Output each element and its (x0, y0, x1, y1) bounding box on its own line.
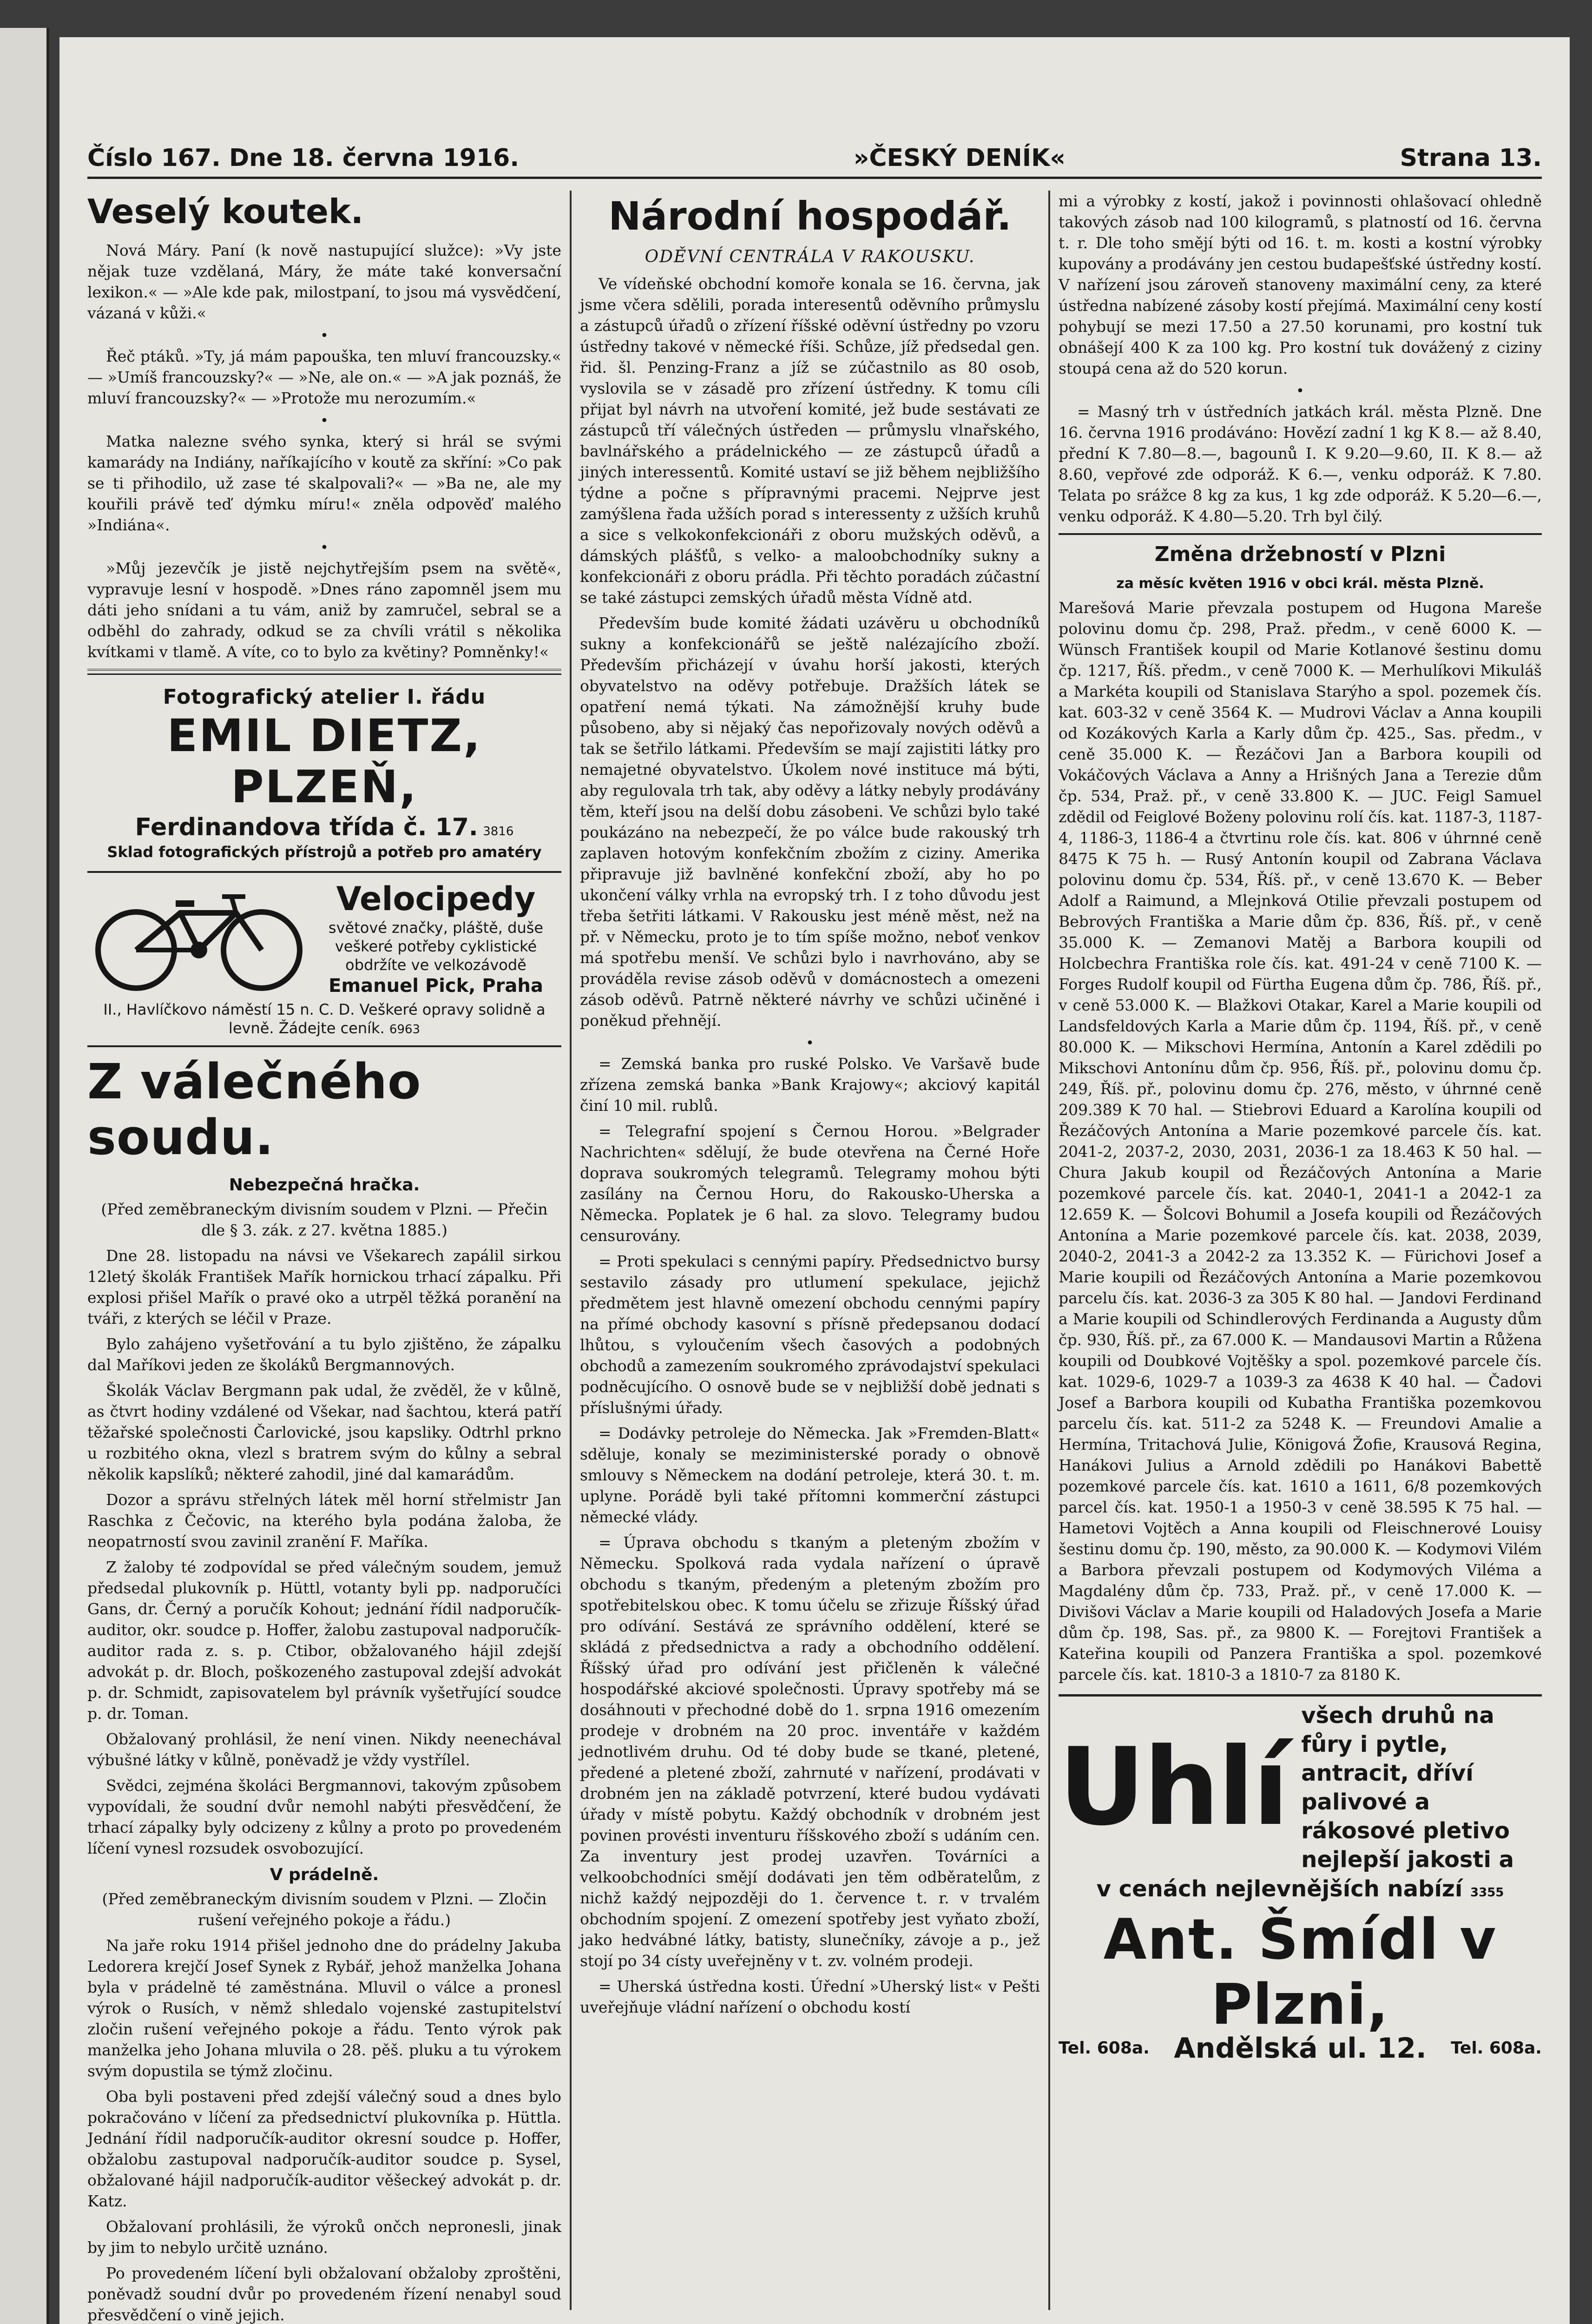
ad-velo-text: světové značky, pláště, duše veškeré potřeby cyklistické obdržíte ve velkozávodě (328, 919, 544, 974)
ad-coal-street: Andělská ul. 12. (1174, 2032, 1427, 2065)
article-paragraph: Obžalovaní prohlásili, že výroků ončch nepronesli, jinak by jim to nebylo určitě uznáno. (87, 2218, 561, 2257)
section-title-zmena: Změna držebností v Plzni (1154, 542, 1446, 566)
case-title: V prádelně. (270, 1865, 379, 1884)
news-item: = Proti spekulaci s cennými papíry. Předsednictvo bursy sestavilo zásady pro utlumení spekulace, jejichž předmětem jest hlavně omezení obchodu cennými papíry na přímé obchody kasovní s přísně předepsanou dodací lhůtou, s vyloučením všech časových a podobných obchodů a zamezením soukromého zprávodajství spekulaci podněcujícího. O osnově bude se v nejbližší době jednati s příslušnými úřady. (580, 1252, 1040, 1417)
section-title-soud: Z válečného soudu. (87, 1053, 421, 1166)
separator-dot: • (320, 328, 329, 344)
adjacent-page-edge (0, 28, 49, 2324)
article-paragraph: »Můj jezevčík je jistě nejchytřejším psem na světě«, vypravuje lesní v hospodě. »Dnes ráno zapomněl jsem mu dáti jeho snídani a tu vám, aniž by zamručel, sebral se a odběhl do zahrady, odkud se za chvíli vrátil s několika kvítkami v tlamě. A víte, co to bylo za květiny? Pomněnky!« (87, 559, 561, 661)
newspaper-name: »ČESKÝ DENÍK« (853, 144, 1066, 172)
ad-coal-headline: Uhlí (1059, 1725, 1288, 1849)
column-2 (580, 191, 1040, 2310)
column-divider (1048, 191, 1050, 2310)
ad-velo-company: Emanuel Pick, Praha (329, 975, 543, 997)
section-title-narodni-hospodar: Národní hospodář. (608, 193, 1012, 239)
ad-coal-phone: Tel. 608a. (1059, 2039, 1150, 2058)
ad-coal-phone: Tel. 608a. (1451, 2039, 1542, 2058)
ad-coal-mid: v cenách nejlevnějších nabízí (1096, 1876, 1463, 1902)
article-paragraph: Školák Václav Bergmann pak udal, že zvěděl, že v kůlně, as čtvrt hodiny vzdálené od Všekar, nad šachtou, která patří těžařské společnosti Čarlovické, jsou kapsliky. Odtrhl prkno u rozbitého okna, vlezl s bratrem svým do kůlny a sebral několik kapslíků; některé zahodil, jiné dal kamarádům. (87, 1381, 561, 1483)
article-paragraph: Po provedeném líčení byli obžalovaní obžaloby zproštěni, poněvadž soudní dvůr po provedeném řízení nenabyl soud přesvědčení o vině jejich. (87, 2264, 561, 2324)
article-paragraph: Obžalovaný prohlásil, že není vinen. Nikdy neenechával výbušné látky v kůlně, poněvadž je vždy vystřílel. (87, 1730, 561, 1769)
section-divider (87, 1045, 561, 1047)
column-1 (87, 191, 561, 2324)
article-paragraph: Z žaloby té zodpovídal se před válečným soudem, jemuž předsedal plukovník p. Hüttl, votanty byli pp. nadporučíci Gans, dr. Černý a poručík Kohout; jednání řídil nadporučík-auditor, okr. soudce p. Hoffer, žalobu zastupoval nadporučík-auditor rada z. s. p. Ctibor, obžalovaného hájil zdejší advokát p. dr. Bloch, poškozeného zastupoval zdejší advokát p. dr. Schmidt, zapisovatelem byl právník vyšetřující soudce p. dr. Toman. (87, 1558, 561, 1723)
separator-dot: • (320, 540, 329, 556)
separator-dot: • (320, 413, 329, 429)
article-paragraph: Řeč ptáků. »Ty, já mám papouška, ten mluví francouzsky.« — »Umíš francouzsky?« — »Ne, ale on.« — »A jak poznáš, že mluví francouzsky?« — »Protože mu nerozumím.« (87, 347, 561, 407)
ad-dietz-code: 3816 (483, 825, 514, 838)
news-item: = Masný trh v ústředních jatkách král. města Plzně. Dne 16. června 1916 prodáváno: Hovězí zadní 1 kg K 8.— až 8.40, přední K 7.80—8.—, bagounů I. K 9.20—9.60, II. K 8.— až 8.60, vepřové zde odporáž. K 6.—, venku odporáž. K 7.80. Telata po srážce 8 kg za kus, 1 kg zde odporáž. K 5.20—6.—, venku odporáž. K 4.80—5.20. Trh byl čilý. (1059, 403, 1542, 525)
article-paragraph: Především bude komité žádati uzávěru u obchodníků sukny a konfekcionářů se ještě nalézajícího zboží. Především přicházejí v úvahu horší jakosti, kterých obyvatelstvo na oděvy potřebuje. Dražších látek se opatření nemá týkati. Na zámožnější kruhy bude působeno, aby si nějaký čas nepořizovaly nových oděvů a tak se šetřilo látkami. Především se mají zajistiti látky pro nemajetné obyvatelstvo. Úkolem nové instituce má býti, aby regulovala trh tak, aby oděvy a látky nebyly prodávány těm, kteří jsou na delší dobu zásobeni. Ve schůzi bylo také poukázáno na nebezpečí, že po válce bude rakouský trh zaplaven hotovým konfekčním zbožím z ciziny. Amerika připravuje již bavlněné konfekční zboží, aby ho po ukončení války vrhla na evropský trh. I z toho důvodu jest třeba šetřiti látkami. V Rakousku jest méně měst, než na př. v Německu, proto je to tím spíše možno, neboť venkov má spotřebu menší. Ve schůzi bylo i navrhováno, aby se prováděla revise zásob oděvů v domácnostech a omezeni zásob oděvů. Patrně některé návrhy ve schůzi učiněné i poněkud přehnějí. (580, 614, 1040, 1030)
column-divider (570, 191, 572, 2310)
page-header (87, 130, 1542, 179)
ad-divider (87, 871, 561, 873)
article-paragraph: Na jaře roku 1914 přišel jednoho dne do prádelny Jakuba Ledorera krejčí Josef Synek z Rybář, jehož manželka Johana byla v prádelně té zaměstnána. Mluvil o válce a pronesl výrok o Rusích, v němž shledalo vojenské zastupitelství zločin rušení veřejného pokoje a řádu. Tento výrok pak manželka jeho Johana mluvila o 28. pěš. pluku a tu výrokem svým dopustila se týmž zločinu. (87, 1936, 561, 2080)
case-subtitle: (Před zeměbraneckým divisním soudem v Plzni. — Přečin dle § 3. zák. z 27. května 1885.) (101, 1200, 548, 1239)
separator-dot: • (806, 1035, 814, 1051)
ad-dietz-street: Ferdinandova třída č. 17. (135, 813, 478, 841)
news-item: = Zemská banka pro ruské Polsko. Ve Varšavě bude zřízena zemská banka »Bank Krajowy«; akciový kapitál činí 10 mil. rublů. (580, 1055, 1040, 1115)
ad-coal-owner: Ant. Šmídl v Plzni, (1103, 1908, 1497, 2037)
article-paragraph: Nová Máry. Paní (k nově nastupující služce): »Vy jste nějak tuze vzdělaná, Máry, že máte také konversační lexikon.« — »Ale kde pak, milostpaní, to jsou má vysvědčení, vázaná v kůži.« (87, 241, 561, 322)
advertisement-uhli (1059, 1694, 1542, 2065)
news-item: = Dodávky petroleje do Německa. Jak »Fremden-Blatt« sděluje, konaly se meziministerské porady o obnově smlouvy s Německem na dodání petroleje, která 30. t. m. uplyne. Porádě byli také přítomni kommerční zástupci německé vlády. (580, 1424, 1040, 1526)
column-3 (1059, 191, 1542, 2310)
section-divider (1059, 533, 1542, 535)
case-subtitle: (Před zeměbraneckým divisním soudem v Plzni. — Zločin rušení veřejného pokoje a řádu.) (102, 1890, 547, 1929)
ad-coal-text: všech druhů na fůry i pytle, antracit, dříví palivové a rákosové pletivo nejlepší jakosti a (1301, 1703, 1514, 1873)
article-heading: ODĚVNÍ CENTRÁLA V RAKOUSKU. (645, 247, 975, 266)
article-paragraph: Oba byli postaveni před zdejší válečný soud a dnes bylo pokračováno v líčení za předsednictví plukovníka p. Hüttla. Jednání řídil nadporučík-auditor okresní soudce p. Hoffer, obžalobu zastupoval nadporučík-auditor soudce p. Sysel, obžalované hájil nadporučík-auditor věšeckeý advokát p. dr. Katz. (87, 2087, 561, 2210)
bicycle-icon (87, 885, 310, 992)
section-subtitle-zmena: za měsíc květen 1916 v obci král. města Plzně. (1116, 575, 1484, 592)
property-transfers: Marešová Marie převzala postupem od Hugona Mareše polovinu domu čp. 298, Praž. předm., v ceně 6000 K. — Wünsch František koupil od Marie Kotlanové šestinu domu čp. 1217, Říš. předm., v ceně 7000 K. — Merhulíkovi Mikuláš a Markéta koupili od Stanislava Starýho a spol. pozemek čís. kat. 603-32 v ceně 3564 K. — Mudrovi Václav a Anna koupili od Kozákových Karla a Karly dům čp. 425., Sas. předm., v ceně 35.000 K. — Řezáčovi Jan a Barbora koupili od Vokáčových Václava a Anny a Hrišných Jana a Terezie dům čp. 534, Praž. př., v ceně 33.800 K. — JUC. Feigl Samuel zdědil od Feiglové Boženy polovinu rolí čís. kat. 1187-3, 1187-4, 1186-3, 1186-4 a čtvrtinu role čís. kat. 806 v úhrnné ceně 8475 K 75 h. — Rusý Antonín koupil od Zabrana Václava polovinu domu čp. 534, Říš. př., v ceně 13.670 K. — Beber Adolf a Raimund, a Mlejnková Otilie převzali postupem od Bebrových Františka a Marie dům čp. 836, Říš. př., v ceně 35.000 K. — Zemanovi Matěj a Barbora koupili od Holcbechra Františka role čís. kat. 491-24 v ceně 7100 K. — Forges Rudolf koupil od Fürtha Eugena dům čp. 786, Říš. př., v ceně 53.000 K. — Blažkovi Otakar, Karel a Marie koupili od Landsfeldových Karla a Marie dům čp. 1194, Říš. př., v ceně 80.000 K. — Mikschovi Hermína, Antonín a Karel zdědili po Mikschovi Antonínu dům čp. 956, Říš. př., polovinu domu čp. 249, Říš. př., polovinu domu čp. 276, město, v úhrnné ceně 209.389 K 70 hal. — Stiebrovi Eduard a Karolína koupili od Řezáčových Antonína a Marie pozemkové parcele čís. kat. 2041-2, 2037-2, 2030, 2031, 2036-1 za 18.463 K 50 hal. — Chura Jakub koupil od Řezáčových Antonína a Marie pozemkové parcele čís. kat. 2040-1, 2041-1 a 2042-1 za 12.659 K. — Šolcovi Bohumil a Josefa koupili od Řezáčových Antonína a Marie pozemkové parcele čís. kat. 2038, 2039, 2040-2, 2041-3 a 2042-2 za 13.352 K. — Fürichovi Josef a Marie koupili od Řezáčových Antonína a Marie pozemkovou parcelu čís. kat. 2036-3 za 305 K 80 hal. — Jandovi Ferdinand a Marie koupili od Schindlerových Ferdinanda a Augusty dům čp. 930, Říš. př., za 67.000 K. — Mandausovi Martin a Růžena koupili od Doubkové Vojtěšky a spol. pozemkové parcele čís. kat. 1029-6, 1029-7 a 1039-3 za 4638 K 40 hal. — Čadovi Josef a Barbora koupili od Kubatha Františka pozemkovou parcelu čís. kat. 511-2 za 5248 K. — Freundovi Amalie a Hermína, Tritachová Julie, Königová Žofie, Krausová Regina, Hanákovi Julius a Arnold zdědili po Hanákovi Babettě pozemkové parcele čís. kat. 1610 a 1611, 6/8 pozemkových parcel čís. kat. 1950-1 a 1950-3 v ceně 38.595 K 75 hal. — Hametovi Vojtěch a Anna koupili od Fleischnerové Louisy šestinu domu čp. 190, město, za 90.000 K. — Kodymovi Vilém a Barbora převzali postupem od Kodymových Viléma a Magdalény dům čp. 733, Praž. př., v ceně 17.000 K. — Divišovi Václav a Marie koupili od Haladových Josefa a Marie dům čp. 198, Sas. př., za 9800 K. — Forejtovi František a Kateřina koupili od Panzera Františka a spol. pozemkové parcele čís. kat. 1810-3 a 1810-7 za 8180 K. (1059, 599, 1542, 1684)
news-item: = Telegrafní spojení s Černou Horou. »Belgrader Nachrichten« sdělují, že bude otevřena na Černé Hoře doprava soukromých telegramů. Telegramy mohou býti zasílány na Černou Horu, do Rakousko-Uherska a Německa. Poplatek je 6 hal. za slovo. Telegramy budou censurovány. (580, 1122, 1040, 1245)
page-number: Strana 13. (1400, 144, 1542, 172)
ad-velo-address: II., Havlíčkovo náměstí 15 n. C. D. Veškeré opravy solidně a levně. Žádejte ceník. (103, 1001, 546, 1037)
issue-date: Číslo 167. Dne 18. června 1916. (87, 144, 520, 172)
article-paragraph: Svědci, zejména školáci Bergmannovi, takovým způsobem vypovídali, že soudní dvůr nemohl nabýti přesvědčení, že trhací zápalky byly odcizeny z kůlny a proto po provedeném líčení vynesl rozsudek osvobozující. (87, 1776, 561, 1857)
advertisement-dietz (87, 684, 561, 862)
news-item-continued: mi a výrobky z kostí, jakož i povinnosti ohlašovací ohledně takových zásob nad 100 kilogramů, s platností od 16. června t. r. Dle toho smějí býti od 16. t. m. kosti a kostní výrobky kupovány a prodávány jen cestou budapešťské ústředny kostí. V nařízení jsou zároveň stanoveny maximální ceny, za které ústředna nabízené zásoby kostí přejímá. Maximální ceny kostí pohybují se mezi 17.50 a 27.50 korunami, pro kostní tuk obnášejí 400 K za 100 kg. Pro kostní tuk dovážený z ciziny stoupá cena až do 520 korun. (1059, 192, 1542, 377)
news-item: = Úprava obchodu s tkaným a pleteným zbožím v Německu. Spolková rada vydala nařízení o úpravě obchodu s tkaným, předeným a pleteným zbožím pro spotřebitelskou obec. K tomu účelu se zřizuje Říšský úřad pro odívání. Sestává ze správního oddělení, které se skládá z předsednictva a rady a obchodního oddělení. Říšský úřad pro odívání jest přičleněn k válečné hospodářské akciové společnosti. Úpravy spotřeby má se dosáhnouti v přechodné době do 1. srpna 1916 omezením prodeje v drobném na 20 proc. inventáře v každém jednotlivém druhu. Od té doby bude se tkané, pletené, předené a pletené zboží, zahrnuté v nařízení, prodávati v drobném jen na základě potvrzení, které budou vydávati úřady v místě pobytu. Každý obchodník v drobném jest povinen provésti inventuru říšskového zboží s udáním cen. Za inventury jest prodej uzavřen. Továrníci a velkoobchodníci smějí dodávati jen těm odběratelům, z nichž každý nejpozději do 1. července t. r. v trvalém obchodním spojení. Z omezení spotřeby jest vyňato zboží, jako hedvábné látky, batisty, slunečníky, závoje a p., jež stojí po 34 císty uveřejněny v t. zv. volném prodeji. (580, 1533, 1040, 1970)
ad-dietz-bottom: Sklad fotografických přístrojů a potřeb pro amatéry (107, 843, 542, 861)
ad-velo-headline: Velocipedy (336, 880, 536, 918)
article-paragraph: Ve vídeňské obchodní komoře konala se 16. června, jak jsme včera sdělili, porada interesentů oděvního průmyslu a zástupců úřadů o zřízení říšské oděvní ústředny po vzoru ústředny takové v německé říši. Schůze, jíž předsedal gen. řid. šl. Penzing-Franz a jíž se zúčastnilo as 80 osob, vyslovila se v zásadě pro zřízení ústředny. K tomu cíli přijat byl návrh na utvoření komité, jež bude sestávati ze zástupců tří válečných ústředen — průmyslu vlnařského, bavlnářského a prádelnického — ze zástupců úřadů a jiných interessentů. Komité ustaví se již během nejbližšího týdne a počne s přípravnými pracemi. Nejprve jest zamýšlena řada užších porad s interessenty z užších kruhů a sice s velkokonfekcionáři z oboru mužských oděvů, a dámských plášťů, s velko- a maloobchodníky sukny a konfekcionáři z oboru prádla. Při těchto poradách zúčastní se také zástupci zemských úřadů města Vídně atd. (580, 275, 1040, 607)
article-paragraph: Bylo zahájeno vyšetřování a tu bylo zjištěno, že zápalku dal Maříkovi jeden ze školáků Bergmannových. (87, 1335, 561, 1374)
advertisement-velocipedy (87, 879, 561, 997)
ad-dietz-name: EMIL DIETZ, PLZEŇ, (167, 710, 482, 813)
ad-dietz-top: Fotografický atelier I. řádu (163, 685, 486, 709)
section-title-veselý-koutek: Veselý koutek. (87, 192, 364, 231)
case-title: Nebezpečná hračka. (229, 1175, 420, 1195)
ad-coal-code: 3355 (1470, 1886, 1504, 1900)
ad-velo-code: 6963 (389, 1023, 421, 1037)
article-paragraph: Dne 28. listopadu na návsi ve Všekarech zapálil sirkou 12letý školák František Mařík hornickou trhací zápalku. Při explosi přišel Mařík o pravé oko a utrpěl těžká poranění na tváři, z kterých se léčil v Praze. (87, 1247, 561, 1327)
ad-divider (87, 669, 561, 675)
news-item: = Uherská ústředna kosti. Úřední »Uherský list« v Pešti uveřejňuje vládní nařízení o obchodu kostí (580, 1977, 1040, 2016)
article-paragraph: Matka nalezne svého synka, který si hrál se svými kamarády na Indiány, naříkajícího v koutě za skříní: »Co pak se ti přihodilo, už zase té skalpovali?« — »Ba ne, ale my kouřili právě teď dýmku míru!« zněla odpověď malého »Indiána«. (87, 432, 561, 534)
separator-dot: • (1296, 383, 1304, 399)
newspaper-page (59, 37, 1570, 2324)
article-paragraph: Dozor a správu střelných látek měl horní střelmistr Jan Raschka z Čečovic, na kterého byla podána žaloba, že neopatrností svou zavinil zranění F. Maříka. (87, 1491, 561, 1551)
